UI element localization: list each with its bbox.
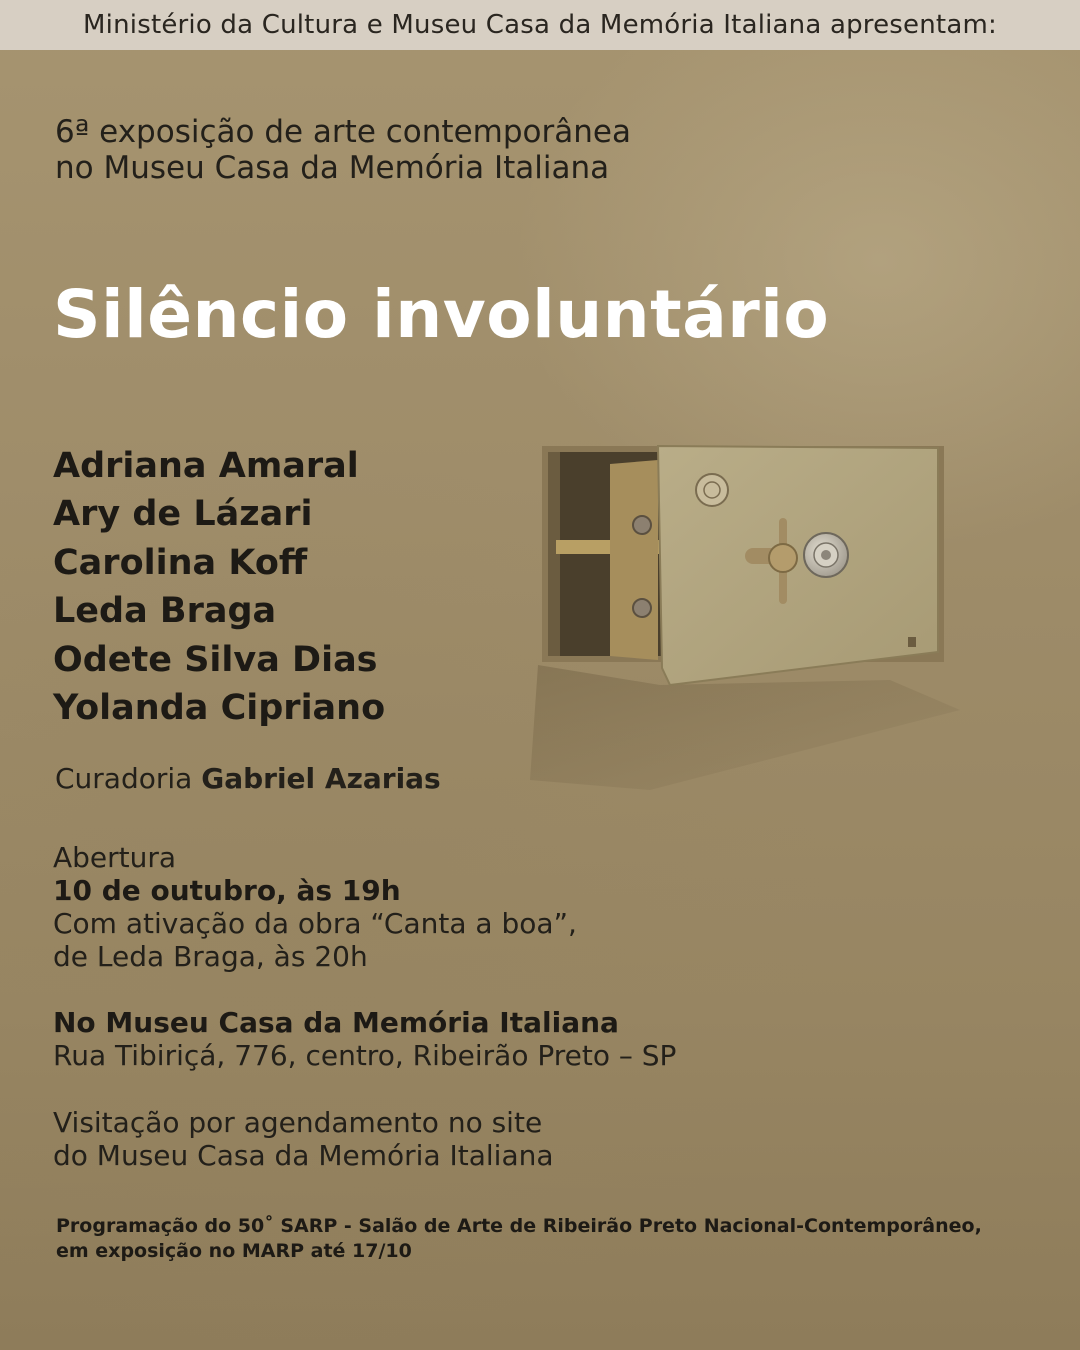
opening-date: 10 de outubro, às 19h [53,874,401,907]
artist-name: Yolanda Cipriano [53,688,386,729]
subtitle-line-2: no Museu Casa da Memória Italiana [55,150,610,186]
hinge-bolt-icon [633,516,651,534]
door-hinge-edge [610,460,658,660]
visitation-line-2: do Museu Casa da Memória Italiana [53,1139,554,1172]
curator-line [55,762,441,795]
visitation-line-1: Visitação por agendamento no site [53,1106,543,1139]
curator-name: Gabriel Azarias [201,762,441,795]
activation-line-2: de Leda Braga, às 20h [53,940,368,973]
presenters-bar [0,0,1080,50]
location-info [53,1006,676,1072]
artist-name: Odete Silva Dias [53,639,378,680]
visitation-info [53,1106,554,1172]
venue-name: No Museu Casa da Memória Italiana [53,1006,619,1039]
presenters-text: Ministério da Cultura e Museu Casa da Memória Italiana apresentam: [83,10,997,40]
opening-info [53,841,577,973]
venue-address: Rua Tibiriçá, 776, centro, Ribeirão Preto – SP [53,1039,677,1072]
safe-badge-icon [696,474,728,506]
opening-label: Abertura [53,841,177,874]
safe-shadow [530,665,960,790]
footer-note [56,1214,982,1264]
artist-list [53,442,385,732]
subtitle-line-1: 6ª exposição de arte contemporânea [55,114,631,150]
activation-line-1: Com ativação da obra “Canta a boa”, [53,907,577,940]
exhibition-subtitle [55,114,631,186]
hinge-bolt-icon [633,599,651,617]
artist-name: Carolina Koff [53,542,308,583]
artist-name: Ary de Lázari [53,494,313,535]
footer-line-1: Programação do 50˚ SARP - Salão de Arte de Ribeirão Preto Nacional-Contemporâneo, [56,1215,982,1237]
exhibition-title: Silêncio involuntário [53,276,830,353]
artist-name: Adriana Amaral [53,446,359,486]
curator-label: Curadoria [55,762,193,795]
artist-name: Leda Braga [53,591,277,632]
wall-safe-artwork [490,380,1030,800]
footer-line-2: em exposição no MARP até 17/10 [56,1240,412,1262]
